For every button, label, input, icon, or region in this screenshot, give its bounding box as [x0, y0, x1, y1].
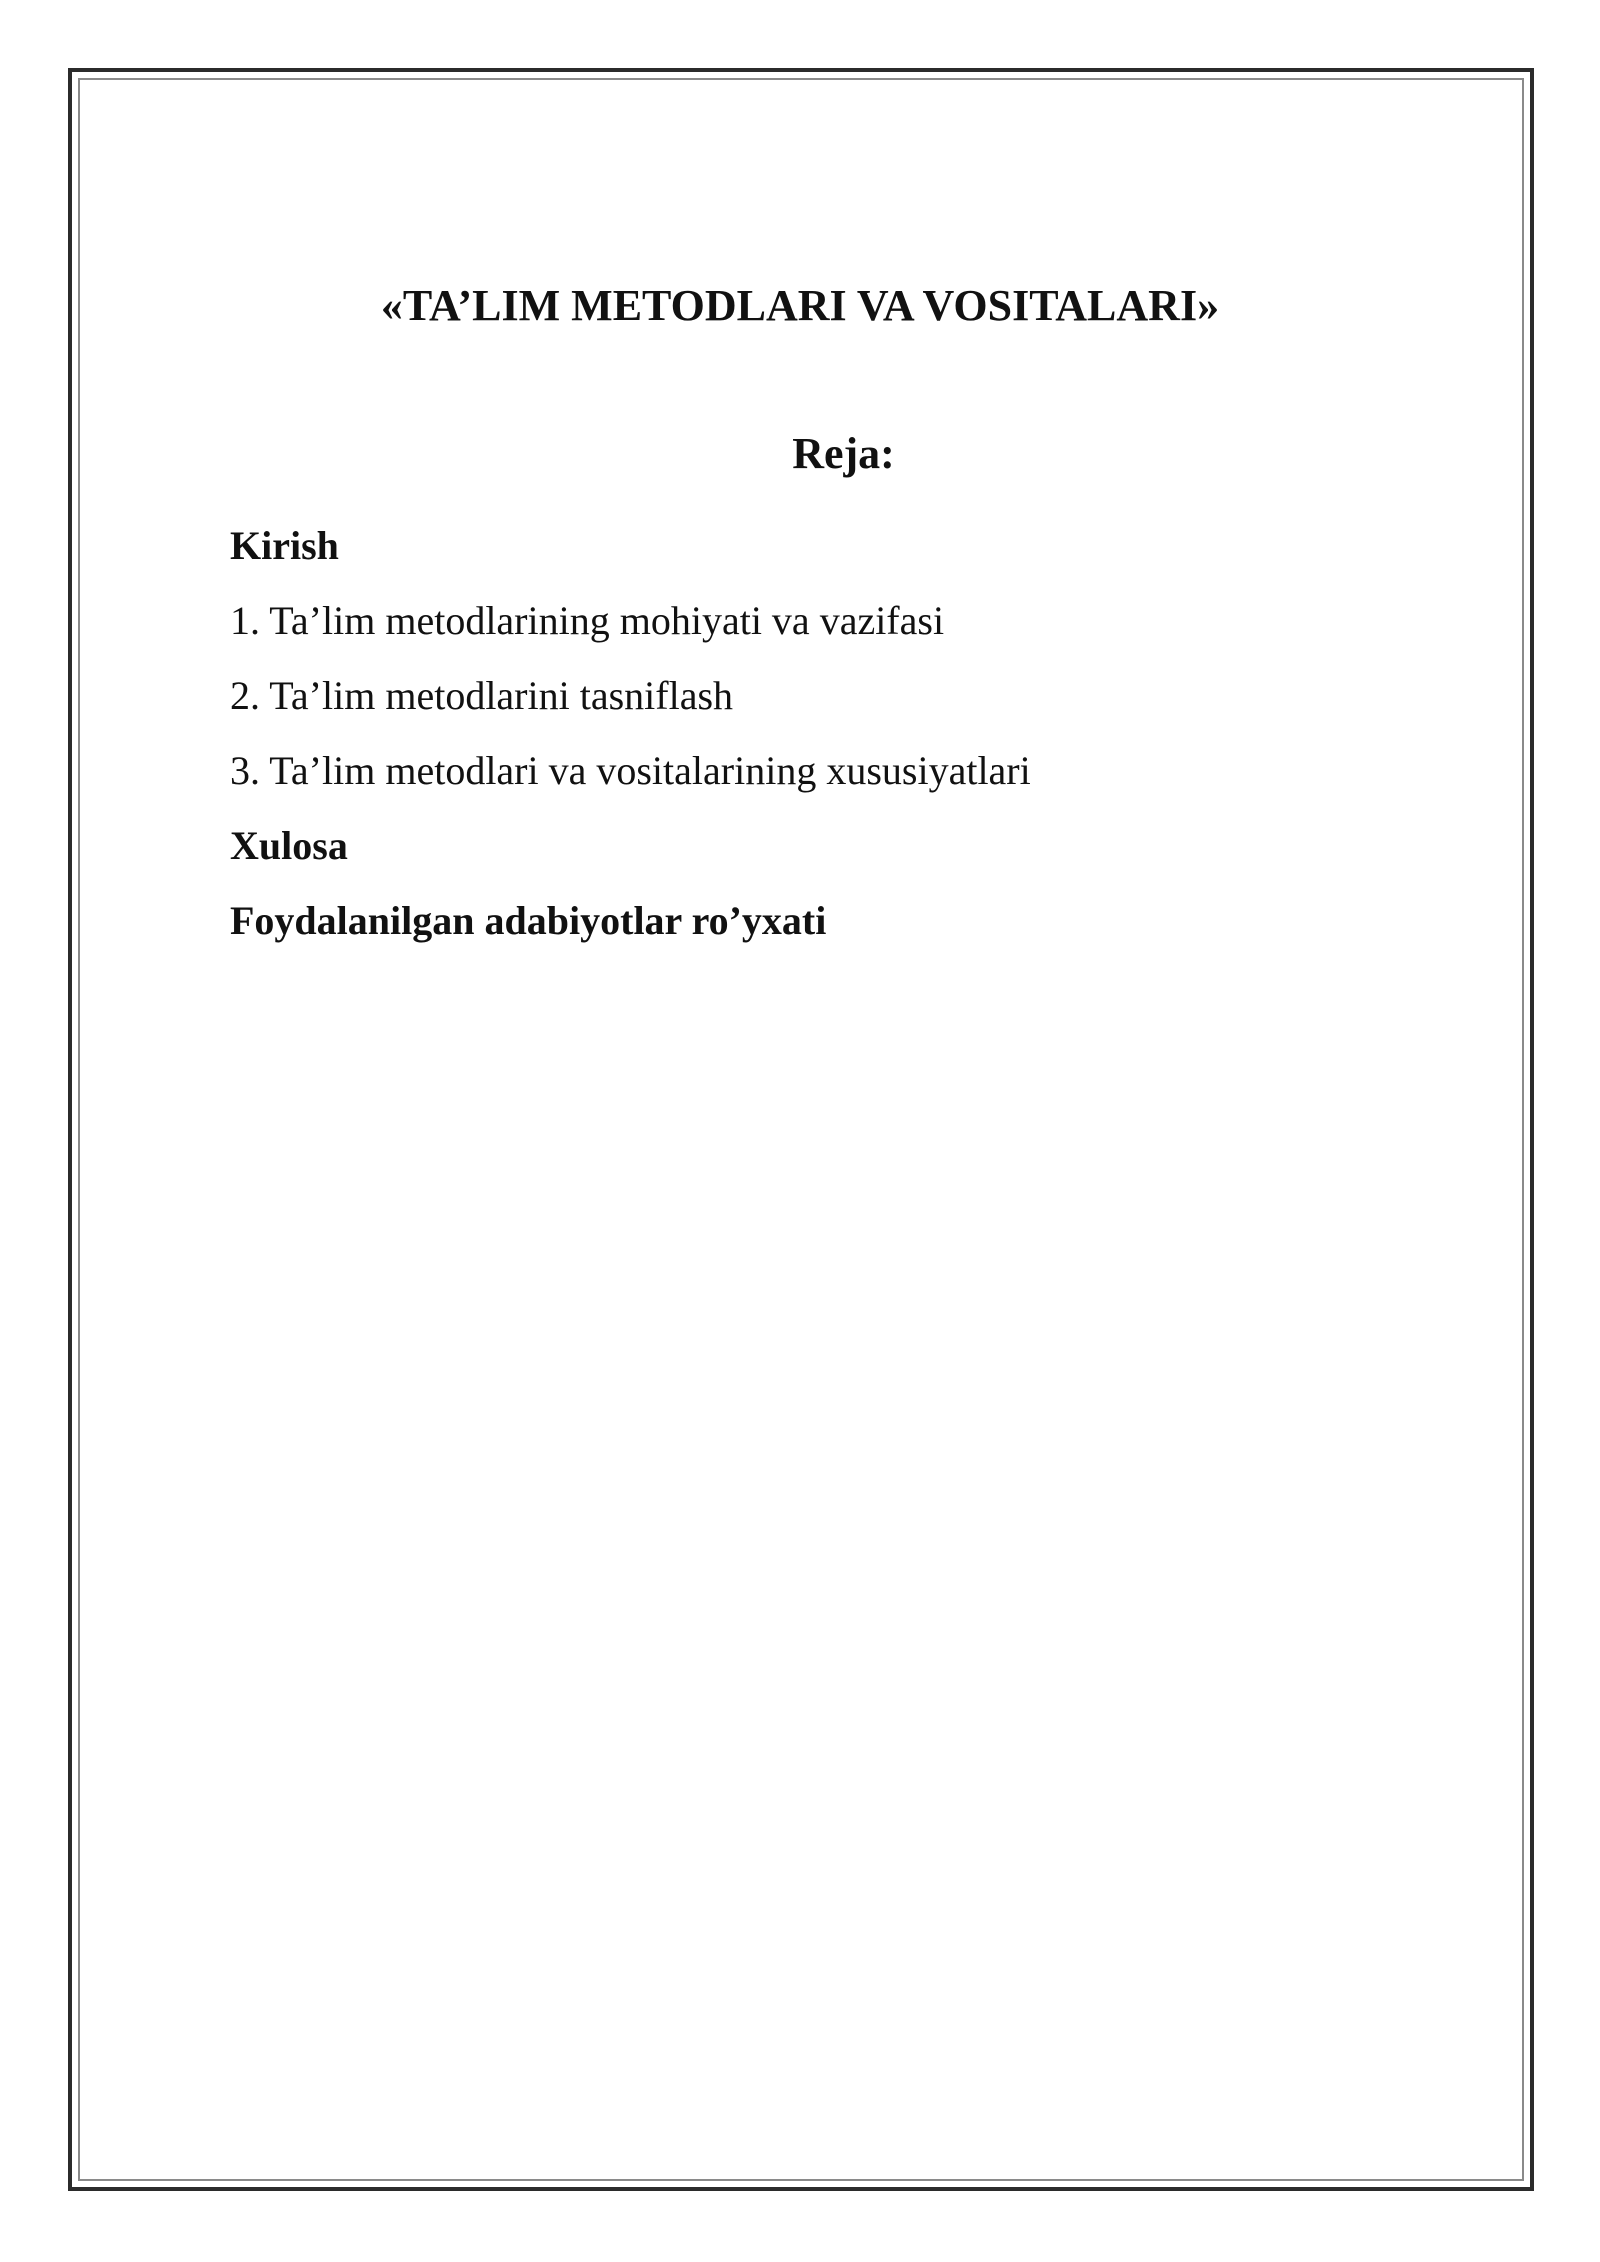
plan-outline [230, 508, 1031, 958]
outline-item-1: 1. Ta’lim metodlarining mohiyati va vazifasi [230, 598, 945, 643]
outline-item-3: 3. Ta’lim metodlari va vositalarining xususiyatlari [230, 748, 1031, 793]
outline-item-references: Foydalanilgan adabiyotlar ro’yxati [230, 898, 827, 943]
outline-item-2: 2. Ta’lim metodlarini tasniflash [230, 673, 734, 718]
document-title: «TA’LIM METODLARI VA VOSITALARI» [380, 281, 1220, 330]
outline-item-introduction: Kirish [230, 523, 339, 568]
page-border-inner [78, 78, 1524, 2181]
plan-heading: Reja: [792, 429, 895, 478]
outline-item-conclusion: Xulosa [230, 823, 348, 868]
